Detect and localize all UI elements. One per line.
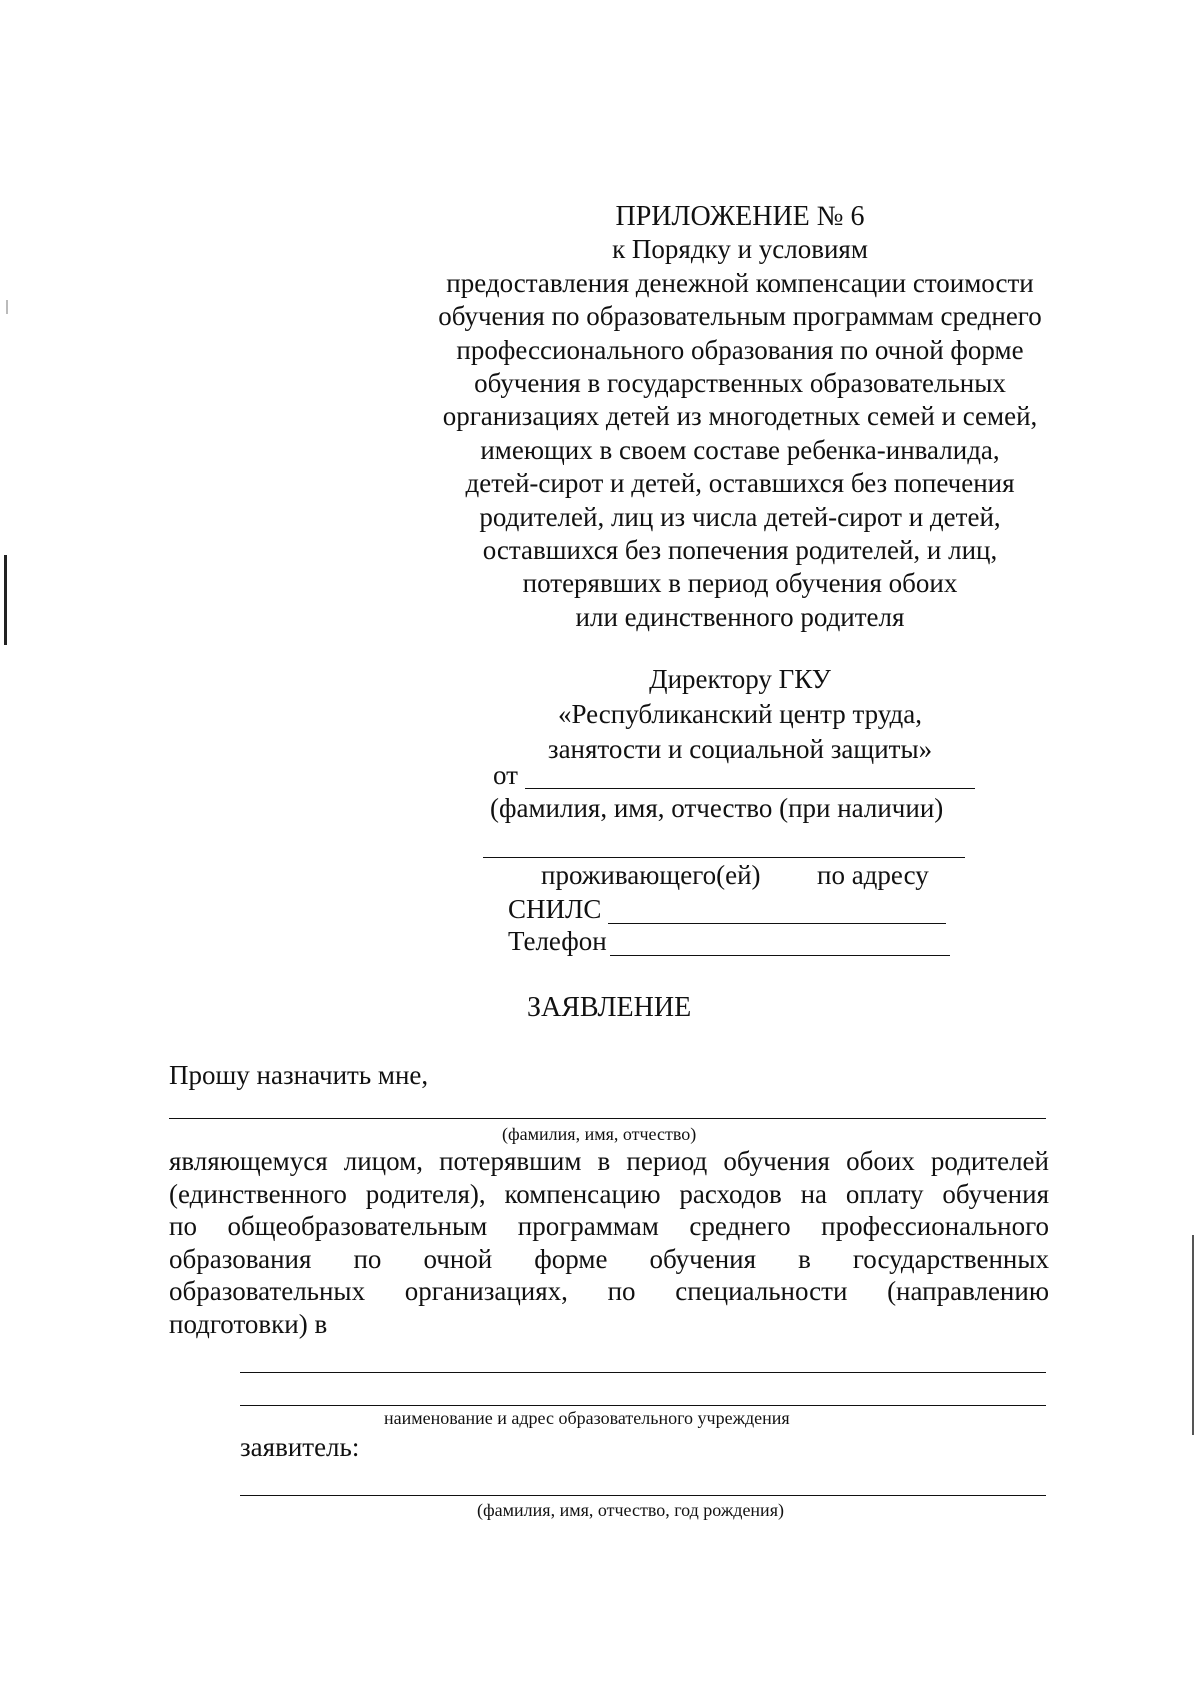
address-label: по адресу: [817, 860, 929, 890]
header-line: профессионального образования по очной форме: [456, 334, 1024, 365]
header-line: имеющих в своем составе ребенка-инвалида,: [480, 434, 1000, 465]
phone-field[interactable]: [610, 955, 950, 956]
fio-hint-small: (фамилия, имя, отчество): [502, 1124, 697, 1144]
scan-margin-mark: [4, 555, 7, 645]
request-text: Прошу назначить мне,: [169, 1060, 429, 1090]
header-line: предоставления денежной компенсации стоимости: [446, 267, 1034, 298]
appendix-title: ПРИЛОЖЕНИЕ № 6: [615, 201, 865, 232]
snils-field[interactable]: [608, 923, 946, 924]
appendix-header: [380, 200, 1100, 634]
phone-label: Телефон: [508, 926, 607, 956]
header-line: родителей, лиц из числа детей-сирот и детей,: [479, 501, 1001, 532]
header-line: к Порядку и условиям: [612, 234, 868, 265]
institution-field-1[interactable]: [240, 1372, 1046, 1373]
body-line: являющемуся лицом, потерявшим в период обучения обоих родителей: [169, 1146, 1049, 1176]
header-line: обучения в государственных образовательных: [474, 368, 1006, 399]
addressee-line: «Республиканский центр труда,: [557, 699, 923, 729]
addressee-line: Директору ГКУ: [649, 664, 831, 694]
fio-hint: (фамилия, имя, отчество (при наличии): [490, 793, 944, 823]
header-line: детей-сирот и детей, оставшихся без попечения: [465, 468, 1015, 499]
scan-right-mark: [1192, 1235, 1194, 1435]
body-line: образовательных организациях, по специальности (направлению: [169, 1276, 1049, 1306]
addressee-line: занятости и социальной защиты»: [547, 734, 933, 764]
header-line: обучения по образовательным программам среднего: [438, 301, 1042, 332]
header-line: оставшихся без попечения родителей, и лиц,: [482, 535, 998, 566]
body-line: по общеобразовательным программам среднего профессионального: [169, 1211, 1049, 1241]
institution-field-2[interactable]: [240, 1405, 1046, 1406]
header-line: организациях детей из многодетных семей и семей,: [442, 401, 1038, 432]
fio-continuation-field[interactable]: [483, 857, 965, 858]
scan-margin-dot: [6, 300, 8, 314]
applicant-fio-field[interactable]: [169, 1118, 1046, 1119]
header-line: потерявших в период обучения обоих: [522, 568, 958, 599]
statement-title: ЗАЯВЛЕНИЕ: [527, 992, 692, 1023]
body-line: подготовки) в: [169, 1308, 328, 1339]
applicant-label: заявитель:: [240, 1432, 360, 1462]
from-fio-field[interactable]: [525, 788, 975, 789]
from-label: от: [493, 760, 518, 790]
snils-label: СНИЛС: [508, 894, 602, 924]
applicant-hint: (фамилия, имя, отчество, год рождения): [477, 1500, 784, 1520]
statement-body: [169, 1145, 1049, 1340]
body-line: образования по очной форме обучения в государственных: [169, 1243, 1049, 1274]
header-line: или единственного родителя: [575, 601, 905, 632]
body-line: (единственного родителя), компенсацию расходов на оплату обучения: [169, 1178, 1049, 1209]
institution-hint: наименование и адрес образовательного учреждения: [384, 1408, 790, 1428]
addressee-block: [470, 662, 1010, 767]
applicant-signature-field[interactable]: [240, 1495, 1046, 1496]
residing-label: проживающего(ей): [541, 860, 761, 890]
